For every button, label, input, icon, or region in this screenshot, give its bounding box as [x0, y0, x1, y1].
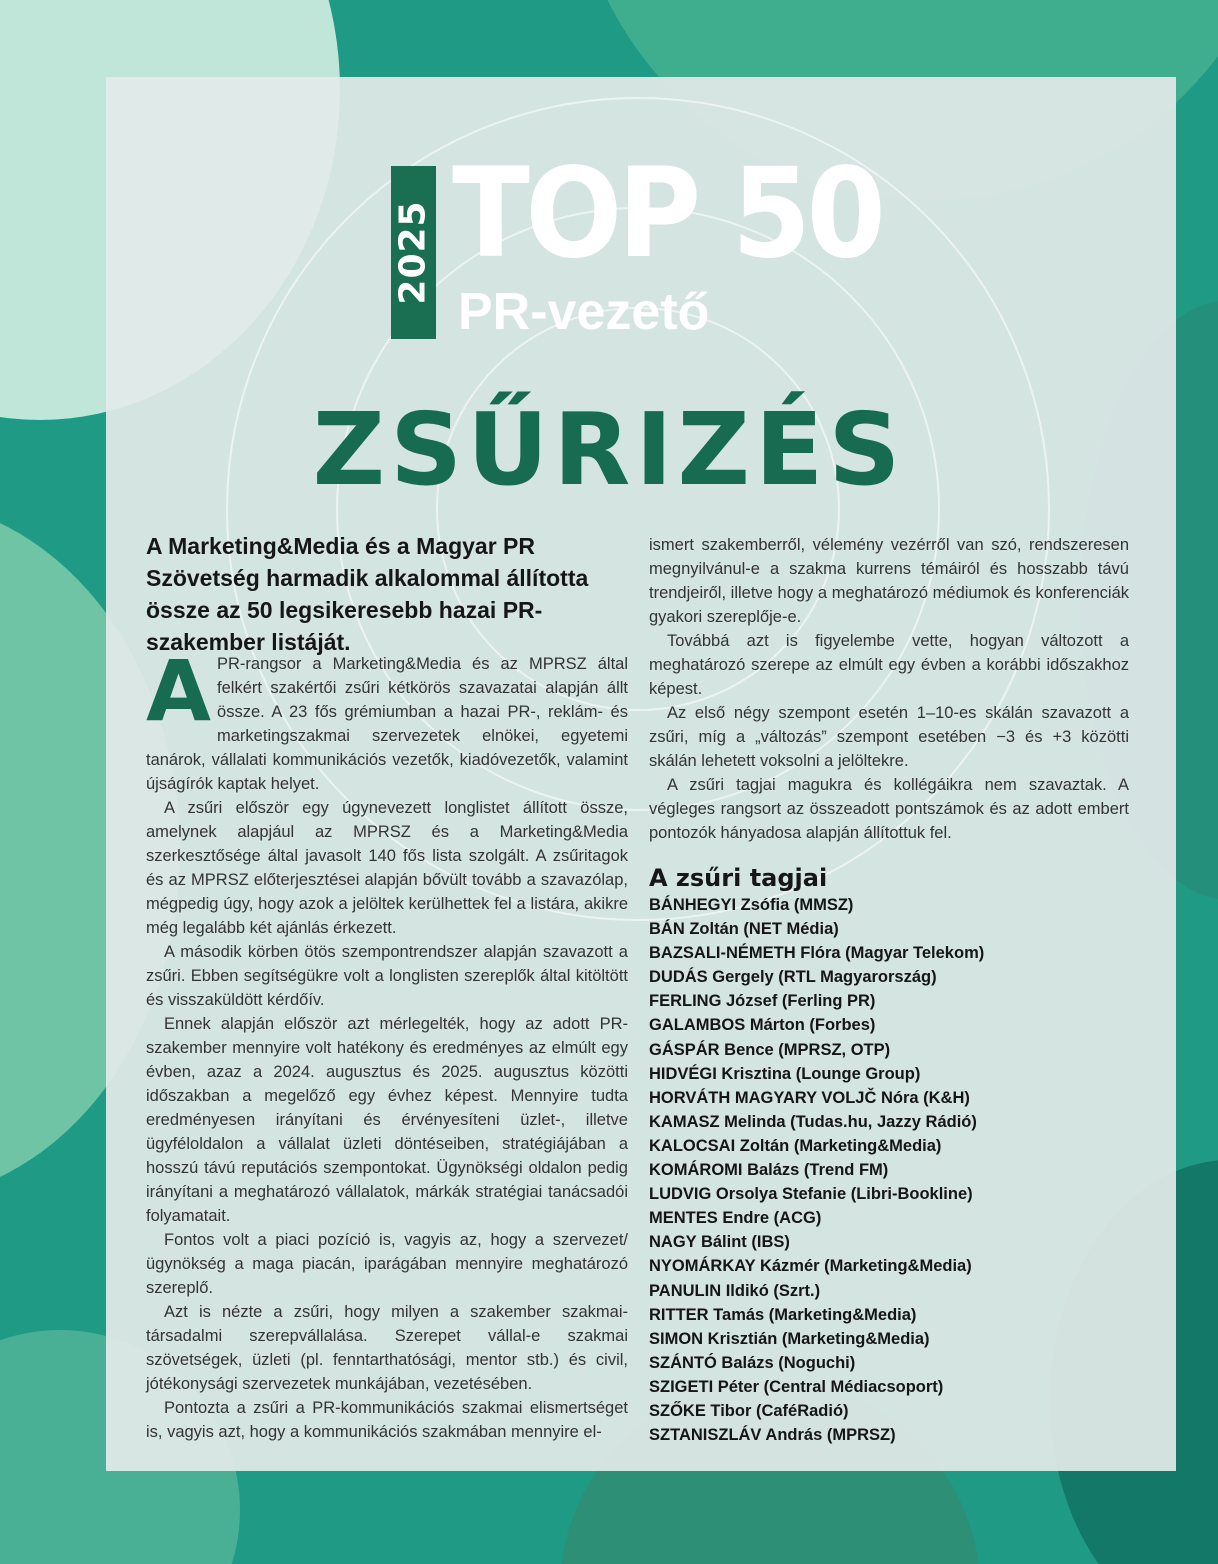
- jury-member: HIDVÉGI Krisztina (Lounge Group): [649, 1064, 921, 1083]
- article-paragraph: Továbbá azt is figyelembe vette, hogyan változott a meghatározó szerepe az elmúlt egy évben a korábbi időszakhoz képest.: [649, 632, 1129, 698]
- article-paragraph: Az első négy szempont esetén 1–10-es skálán szavazott a zsűri, míg a „változás” szempont esetében −3 és +3 közötti skálán lehetett voksolni a jelöltekre.: [649, 704, 1129, 770]
- article-paragraph: APR-rangsor a Marketing&Media és az MPRSZ által felkért szakértői zsűri kétkörös szavazatai alapján állt össze. A 23 fős grémiumban a hazai PR-, reklám- és marketingszakmai szervezetek elnökei, egyetemi tanárok, vállalati kommunikációs vezetők, kiadóvezetők, valamint újságírók kaptak helyet.: [146, 642, 628, 793]
- jury-member: KAMASZ Melinda (Tudas.hu, Jazzy Rádió): [649, 1112, 977, 1131]
- year-text: 2025: [393, 200, 435, 305]
- jury-member: SZŐKE Tibor (CaféRadió): [649, 1401, 849, 1420]
- jury-member: KOMÁROMI Balázs (Trend FM): [649, 1161, 889, 1180]
- lead-paragraph: A Marketing&Media és a Magyar PR Szövetség harmadik alkalommal állította össze az 50 legsikeresebb hazai PR-szakember listáját.: [146, 533, 589, 655]
- jury-member: FERLING József (Ferling PR): [649, 992, 876, 1011]
- article-paragraph: A zsűri először egy úgynevezett longlistet állított össze, amelynek alapjául az MPRSZ és a Marketing&Media szerkesztősége által javasolt 140 fős lista szolgált. A zsűritagok és az MPRSZ előterjesztései alapján bővült tovább a szavazólap, mégpedig úgy, hogy azok a jelöltek kerülhettek fel a listára, akikre még legalább két ajánlás érkezett.: [146, 799, 628, 937]
- article-paragraph: ismert szakemberről, vélemény vezérről van szó, rendszeresen megnyilvánul-e a szakma kurrens témáiról és hosszabb távú trendjeiről, illetve hogy a meghatározó médiumok és konferenciák gyakori szereplője-e.: [649, 536, 1129, 626]
- year-badge: [391, 166, 436, 339]
- jury-member: GALAMBOS Márton (Forbes): [649, 1016, 876, 1035]
- title-subtitle: PR-vezető: [458, 283, 710, 341]
- article-paragraph: A zsűri tagjai magukra és kollégáikra nem szavaztak. A végleges rangsort az összeadott pontszámok és az adott embert pontozók hányadosa alapján állítottuk fel.: [649, 776, 1129, 842]
- jury-member: BAZSALI-NÉMETH Flóra (Magyar Telekom): [649, 944, 985, 963]
- article-paragraph: Fontos volt a piaci pozíció is, vagyis az, hogy a szervezet/ügynökség a maga piacán, iparágában mennyire meghatározó szereplő.: [146, 1231, 628, 1297]
- jury-member: LUDVIG Orsolya Stefanie (Libri-Bookline): [649, 1185, 973, 1204]
- article-paragraph: Azt is nézte a zsűri, hogy milyen a szakember szakmai-társadalmi szerepvállalása. Szerepet vállal-e szakmai szövetségek, üzleti (pl. fenntarthatósági, mentor stb.) és civil, jótékonysági szervezetek munkájában, vezetésében.: [146, 1303, 628, 1393]
- jury-list: [649, 893, 984, 1447]
- article-paragraph: A második körben ötös szempontrendszer alapján szavazott a zsűri. Ebben segítségükre volt a longlisten szereplők által kitöltött és visszaküldött kérdőív.: [146, 943, 628, 1009]
- jury-member: NAGY Bálint (IBS): [649, 1233, 790, 1252]
- article-right-column: [649, 533, 1129, 845]
- title-top50: TOP 50: [452, 142, 882, 286]
- jury-member: BÁNHEGYI Zsófia (MMSZ): [649, 896, 854, 914]
- article-paragraph: Pontozta a zsűri a PR-kommunikációs szakmai elismertséget is, vagyis azt, hogy a kommunikációs szakmában mennyire el-: [146, 1399, 628, 1441]
- jury-member: MENTES Endre (ACG): [649, 1209, 822, 1228]
- jury-member: DUDÁS Gergely (RTL Magyarország): [649, 968, 937, 987]
- jury-member: SIMON Krisztián (Marketing&Media): [649, 1329, 930, 1348]
- article-left-column: [146, 642, 628, 1444]
- jury-member: NYOMÁRKAY Kázmér (Marketing&Media): [649, 1257, 972, 1276]
- jury-member: GÁSPÁR Bence (MPRSZ, OTP): [649, 1040, 891, 1059]
- jury-member: PANULIN Ildikó (Szrt.): [649, 1281, 821, 1300]
- jury-member: SZTANISZLÁV András (MPRSZ): [649, 1426, 896, 1445]
- jury-member: KALOCSAI Zoltán (Marketing&Media): [649, 1136, 942, 1155]
- jury-heading: A zsűri tagjai: [649, 864, 828, 892]
- jury-member: SZIGETI Péter (Central Médiacsoport): [649, 1377, 944, 1396]
- page-headline: ZSŰRIZÉS: [312, 391, 906, 508]
- dropcap: A: [146, 642, 212, 740]
- jury-member: SZÁNTÓ Balázs (Noguchi): [649, 1353, 856, 1372]
- jury-member: RITTER Tamás (Marketing&Media): [649, 1305, 917, 1324]
- article-paragraph: Ennek alapján először azt mérlegelték, hogy az adott PR-szakember mennyire volt hatékony és eredményes az elmúlt egy évben, azaz a 2024. augusztus és 2025. augusztus közötti időszakban a megelőző egy évhez képest. Mennyire tudta eredményesen irányítani és érvényesíteni üzlet-, illetve ügyféloldalon a vállalat üzleti döntéseiben, stratégiájában a hosszú távú reputációs szempontokat. Ügynökségi oldalon pedig irányítani a meghatározó vállalatok, márkák stratégiai tanácsadói folyamatait.: [146, 1015, 628, 1225]
- jury-member: HORVÁTH MAGYARY VOLJČ Nóra (K&H): [649, 1088, 970, 1107]
- jury-member: BÁN Zoltán (NET Média): [649, 920, 839, 939]
